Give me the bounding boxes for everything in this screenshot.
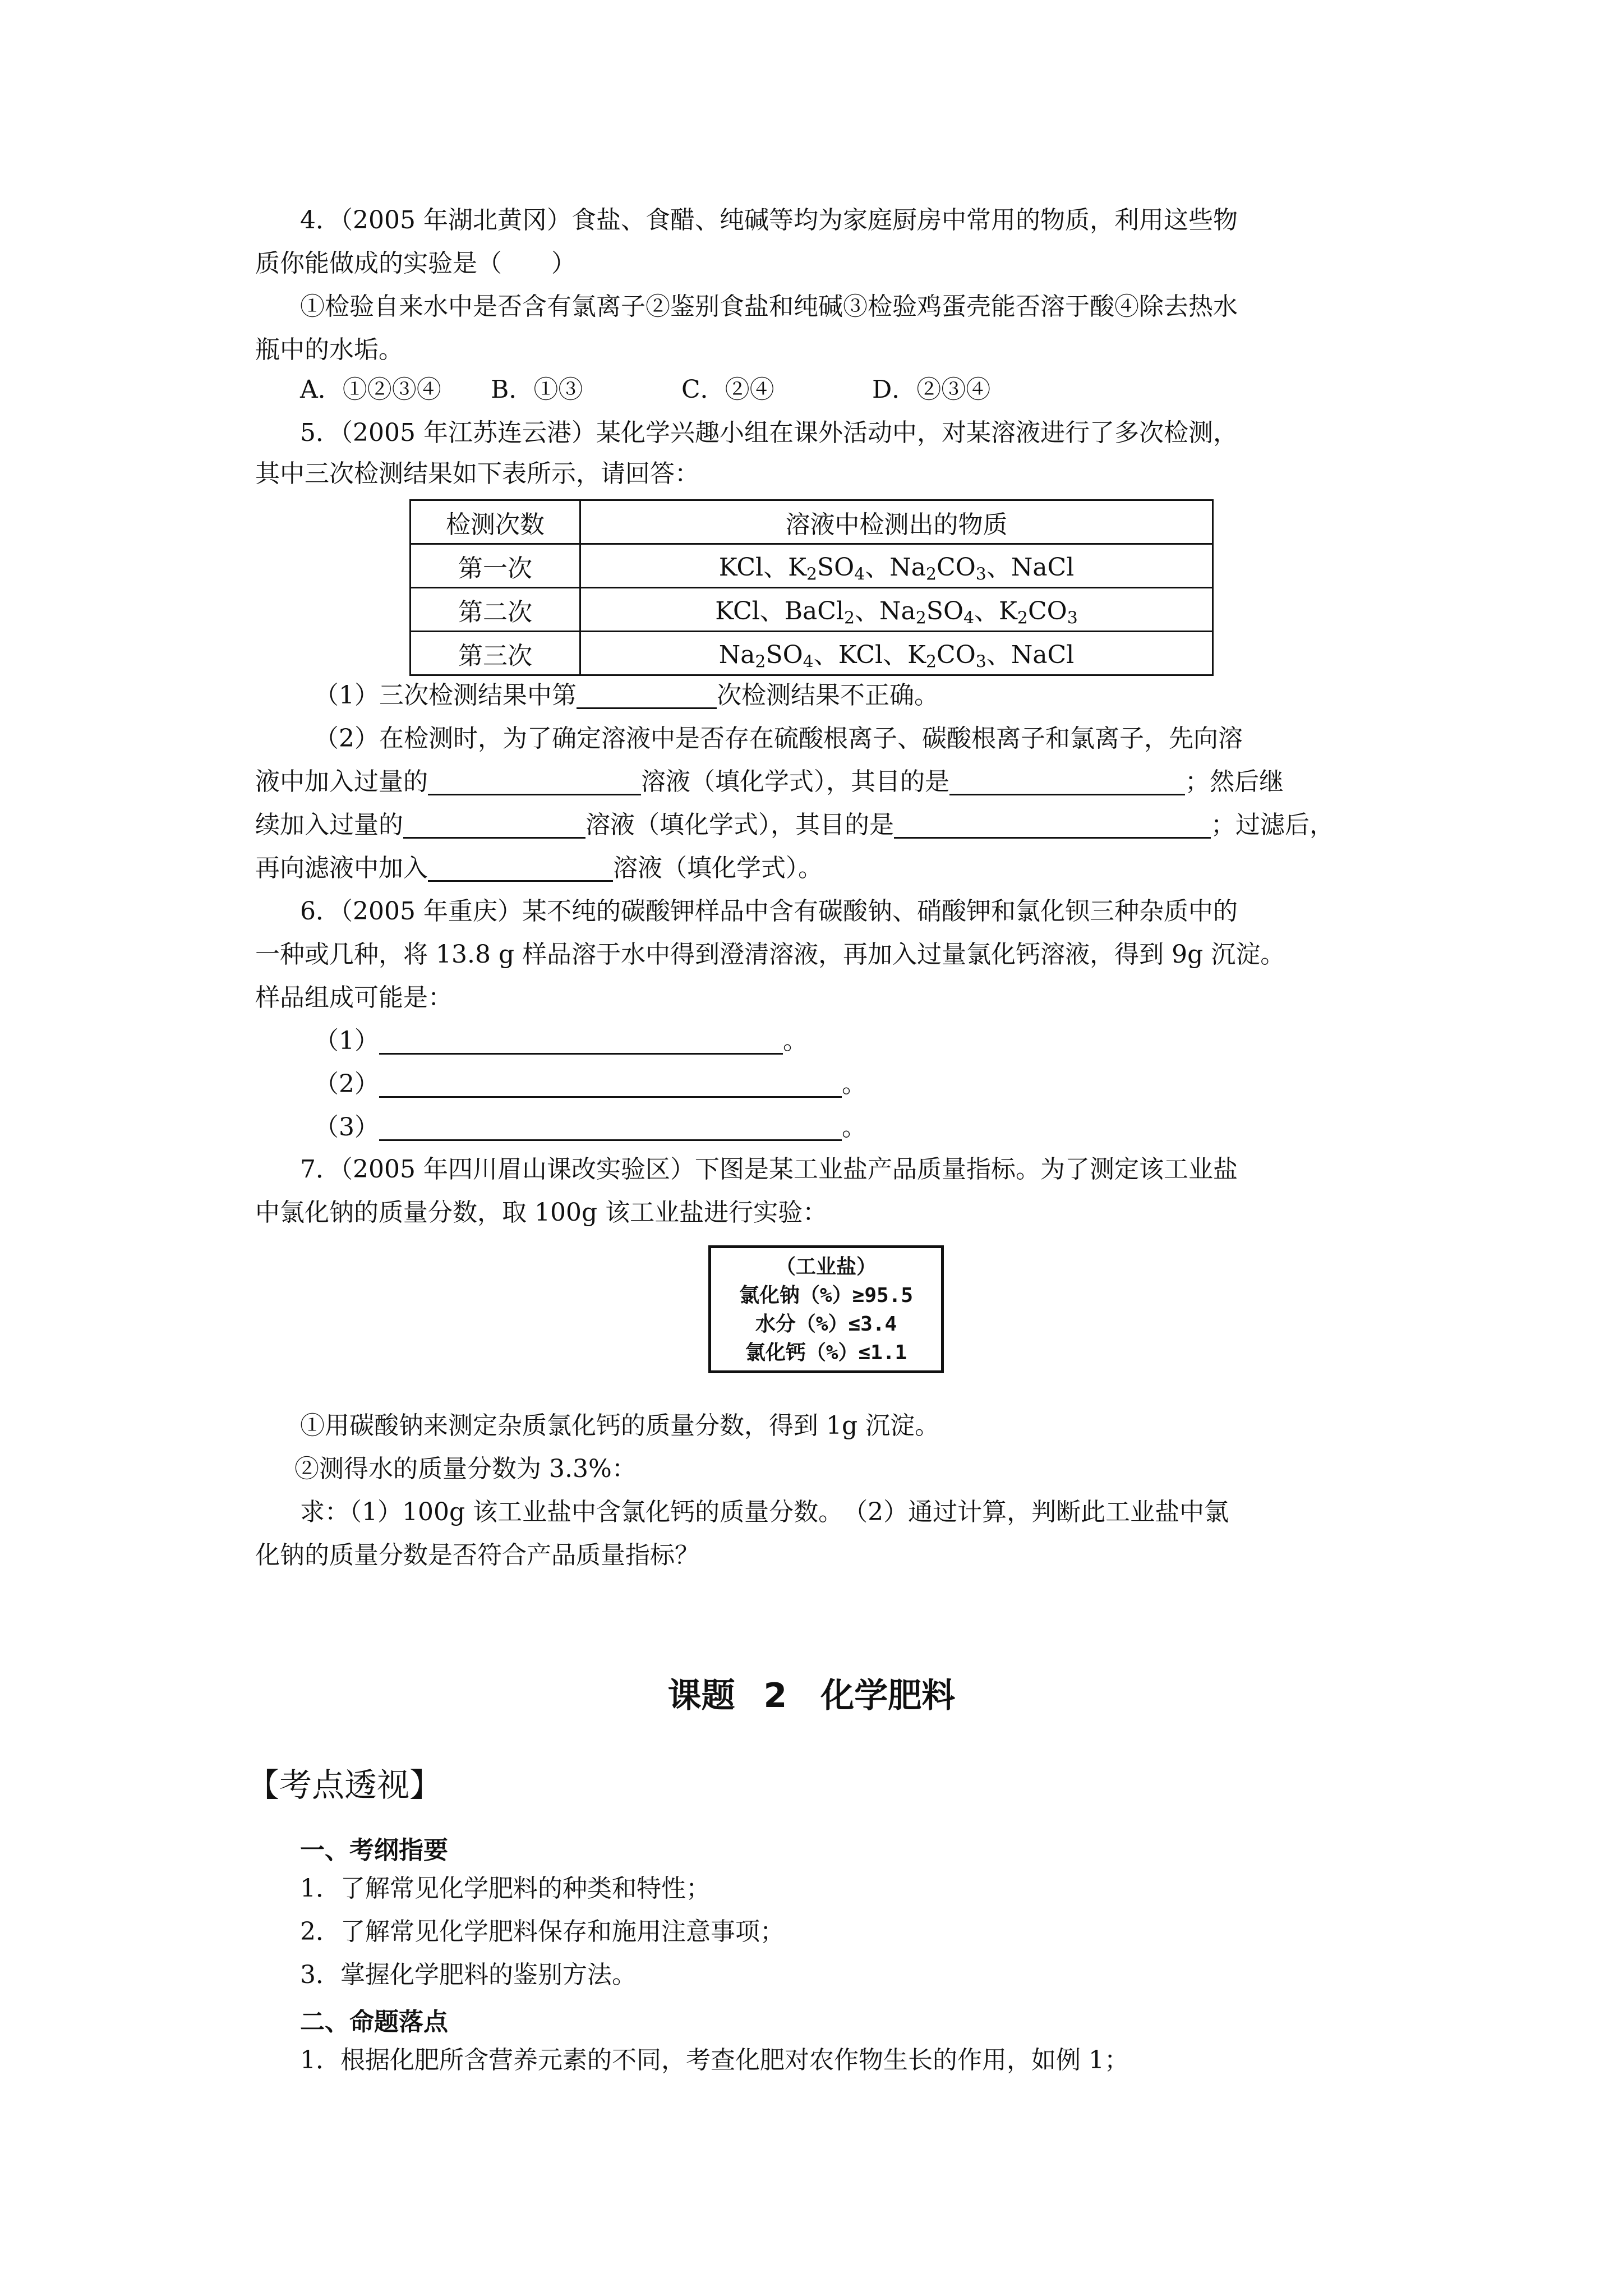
q5-line: 5．（2005 年江苏连云港）某化学兴趣小组在课外活动中，对某溶液进行了多次检测， — [300, 418, 1238, 447]
answer-blank[interactable] — [379, 1028, 783, 1055]
answer-blank[interactable] — [379, 1071, 842, 1098]
q7-line: ①用碳酸钠来测定杂质氯化钙的质量分数，得到 1g 沉淀。 — [300, 1411, 940, 1440]
outline-heading: 一、考纲指要 — [300, 1836, 448, 1865]
salt-label-line: 氯化钠（%）≥95.5 — [739, 1284, 914, 1307]
points-item: 1．根据化肥所含营养元素的不同，考查化肥对农作物生长的作用，如例 1； — [300, 2046, 1129, 2074]
chapter-title: 课题 2 化学肥料 — [667, 1676, 956, 1715]
table-row — [411, 588, 1213, 632]
industrial-salt-label — [708, 1245, 944, 1373]
q5-sub2-line: （2）在检测时，为了确定溶液中是否存在硫酸根离子、碳酸根离子和氯离子，先向溶 — [314, 724, 1243, 753]
table-header-row — [411, 500, 1213, 544]
table-cell: KCl、$K_2SO_4$、$Na_2CO_3$、NaCl — [580, 544, 1213, 588]
outline-item: 3．掌握化学肥料的鉴别方法。 — [300, 1961, 637, 1989]
q6-item: （1） 。 — [314, 1027, 808, 1055]
table-cell: 第二次 — [411, 588, 580, 632]
section-title: 【考点透视】 — [247, 1766, 442, 1804]
q6-line: 样品组成可能是： — [255, 983, 453, 1012]
outline-item: 2．了解常见化学肥料保存和施用注意事项； — [300, 1917, 785, 1946]
table-cell: $Na_2SO_4$、KCl、$K_2CO_3$、NaCl — [580, 632, 1213, 675]
q6-item: （2） 。 — [314, 1070, 866, 1098]
q6-item: （3） 。 — [314, 1113, 866, 1142]
table-row — [411, 632, 1213, 675]
answer-blank[interactable] — [379, 1115, 842, 1141]
option-d: D．②③④ — [872, 375, 991, 404]
table-header: 检测次数 — [411, 500, 580, 544]
q7-line: 中氯化钠的质量分数，取 100g 该工业盐进行实验： — [255, 1198, 828, 1227]
outline-item: 1．了解常见化学肥料的种类和特性； — [300, 1874, 711, 1903]
table-cell: 第三次 — [411, 632, 580, 675]
answer-blank[interactable] — [428, 855, 613, 882]
table-cell: KCl、BaCl$_2$、$Na_2SO_4$、$K_2CO_3$ — [580, 588, 1213, 632]
answer-blank[interactable] — [403, 812, 585, 839]
q5-sub2-line: 再向滤液中加入 溶液（填化学式）。 — [255, 854, 823, 882]
q6-line: 一种或几种，将 13.8 g 样品溶于水中得到澄清溶液，再加入过量氯化钙溶液，得到 9g 沉淀。 — [255, 940, 1285, 969]
q5-sub2-line: 液中加入过量的 溶液（填化学式），其目的是 ；然后继 — [255, 767, 1284, 796]
q6-line: 6．（2005 年重庆）某不纯的碳酸钾样品中含有碳酸钠、硝酸钾和氯化钡三种杂质中的 — [300, 897, 1238, 926]
table-row — [411, 544, 1213, 588]
table-header: 溶液中检测出的物质 — [580, 500, 1213, 544]
answer-blank[interactable] — [949, 769, 1185, 795]
answer-blank[interactable] — [894, 812, 1211, 839]
salt-label-line: 水分（%）≤3.4 — [755, 1313, 897, 1336]
q4-line: 瓶中的水垢。 — [255, 335, 403, 364]
q4-line: ①检验自来水中是否含有氯离子②鉴别食盐和纯碱③检验鸡蛋壳能否溶于酸④除去热水 — [300, 292, 1238, 321]
table-cell: 第一次 — [411, 544, 580, 588]
answer-blank[interactable] — [428, 769, 641, 795]
salt-label-line: 氯化钙（%）≤1.1 — [745, 1341, 907, 1364]
q7-line: 化钠的质量分数是否符合产品质量指标？ — [255, 1541, 699, 1570]
option-b: B．①③ — [491, 375, 583, 404]
q4-line: 质你能做成的实验是（ ） — [255, 249, 576, 278]
option-a: A．①②③④ — [300, 375, 441, 404]
q4-options — [300, 373, 1427, 407]
detection-table — [409, 499, 1214, 676]
option-c: C．②④ — [681, 375, 774, 404]
answer-blank[interactable] — [577, 683, 717, 709]
q7-line: ②测得水的质量分数为 3.3%： — [294, 1455, 637, 1483]
q7-line: 7．（2005 年四川眉山课改实验区）下图是某工业盐产品质量指标。为了测定该工业盐 — [300, 1155, 1238, 1184]
q5-line: 其中三次检测结果如下表所示，请回答： — [255, 459, 699, 488]
q4-line: 4．（2005 年湖北黄冈）食盐、食醋、纯碱等均为家庭厨房中常用的物质，利用这些物 — [300, 206, 1238, 234]
q7-line: 求：（1）100g 该工业盐中含氯化钙的质量分数。 （2）通过计算，判断此工业盐中氯 — [300, 1498, 1229, 1526]
q5-sub1: （1）三次检测结果中第 次检测结果不正确。 — [314, 681, 939, 710]
q5-sub2-line: 续加入过量的 溶液（填化学式），其目的是 ；过滤后， — [255, 811, 1334, 839]
salt-label-line: （工业盐） — [775, 1255, 877, 1278]
points-heading: 二、命题落点 — [300, 2008, 448, 2036]
